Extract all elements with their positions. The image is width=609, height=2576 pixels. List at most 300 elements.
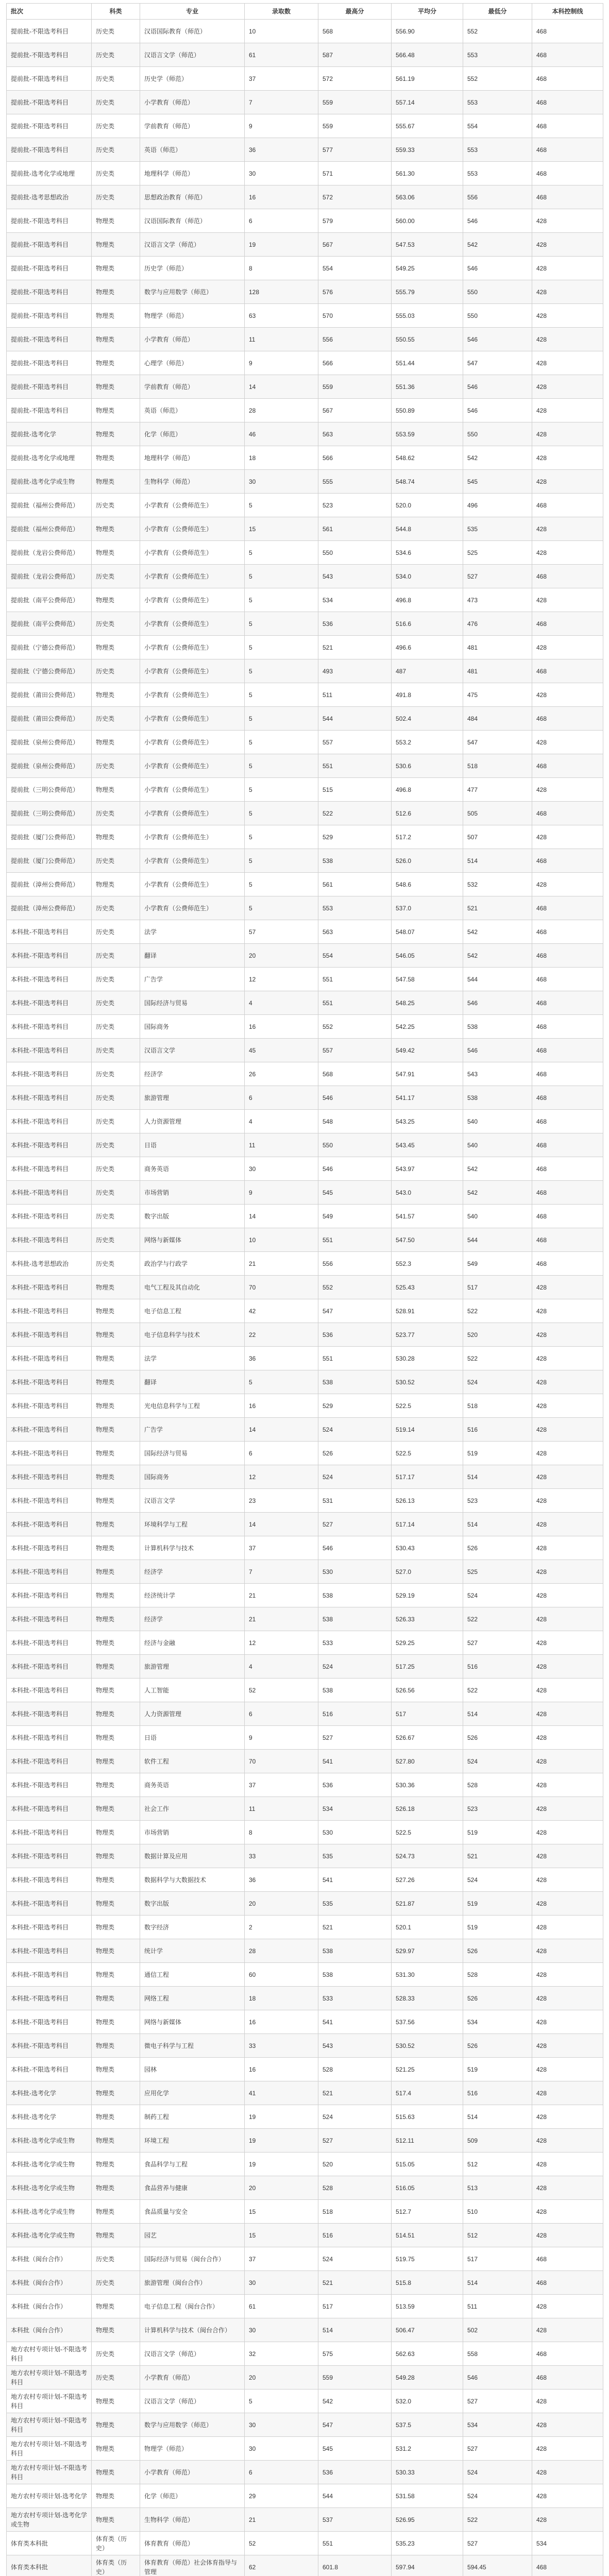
cell-max-score: 515	[318, 778, 392, 802]
cell-min-score: 507	[463, 825, 532, 849]
cell-max-score: 543	[318, 565, 392, 588]
table-row	[7, 1987, 603, 2010]
cell-subject-type: 历史类	[92, 896, 140, 920]
cell-avg-score: 531.2	[392, 2437, 463, 2461]
cell-min-score: 546	[463, 991, 532, 1015]
cell-avg-score: 529.19	[392, 1584, 463, 1607]
cell-max-score: 567	[318, 399, 392, 422]
cell-admitted-count: 20	[245, 2176, 318, 2200]
cell-avg-score: 534.0	[392, 565, 463, 588]
cell-avg-score: 526.95	[392, 2508, 463, 2532]
cell-subject-type: 历史类	[92, 802, 140, 825]
table-row	[7, 802, 603, 825]
cell-max-score: 530	[318, 1560, 392, 1584]
cell-control-line: 468	[532, 802, 603, 825]
cell-min-score: 542	[463, 920, 532, 944]
cell-subject-type: 物理类	[92, 1442, 140, 1465]
table-row	[7, 1821, 603, 1844]
table-row	[7, 683, 603, 707]
table-row	[7, 636, 603, 659]
cell-avg-score: 487	[392, 659, 463, 683]
cell-major: 数据计算及应用	[140, 1844, 245, 1868]
cell-batch: 本科批-不限选考科目	[7, 1750, 92, 1773]
cell-min-score: 512	[463, 2153, 532, 2176]
cell-major: 网络与新媒体	[140, 1228, 245, 1252]
cell-min-score: 526	[463, 1987, 532, 2010]
cell-min-score: 524	[463, 1370, 532, 1394]
table-row	[7, 731, 603, 754]
cell-max-score: 587	[318, 43, 392, 67]
cell-subject-type: 历史类	[92, 1181, 140, 1205]
cell-max-score: 544	[318, 707, 392, 731]
cell-admitted-count: 61	[245, 43, 318, 67]
cell-control-line: 468	[532, 896, 603, 920]
cell-avg-score: 562.63	[392, 2342, 463, 2366]
cell-admitted-count: 8	[245, 257, 318, 280]
cell-avg-score: 517.4	[392, 2081, 463, 2105]
cell-min-score: 496	[463, 494, 532, 517]
table-row	[7, 2034, 603, 2058]
cell-min-score: 522	[463, 1347, 532, 1370]
cell-control-line: 468	[532, 1228, 603, 1252]
cell-admitted-count: 30	[245, 2318, 318, 2342]
table-row	[7, 1631, 603, 1655]
cell-min-score: 558	[463, 2342, 532, 2366]
cell-admitted-count: 128	[245, 280, 318, 304]
cell-admitted-count: 19	[245, 2153, 318, 2176]
cell-min-score: 477	[463, 778, 532, 802]
cell-admitted-count: 9	[245, 1726, 318, 1750]
cell-batch: 提前批（南平公费师范）	[7, 588, 92, 612]
cell-max-score: 551	[318, 968, 392, 991]
cell-avg-score: 537.56	[392, 2010, 463, 2034]
cell-avg-score: 526.56	[392, 1679, 463, 1702]
cell-min-score: 546	[463, 209, 532, 233]
cell-min-score: 527	[463, 1631, 532, 1655]
cell-admitted-count: 5	[245, 541, 318, 565]
cell-batch: 本科批-不限选考科目	[7, 1465, 92, 1489]
cell-min-score: 542	[463, 233, 532, 257]
cell-max-score: 575	[318, 2342, 392, 2366]
cell-min-score: 542	[463, 1181, 532, 1205]
cell-avg-score: 530.36	[392, 1773, 463, 1797]
cell-avg-score: 512.11	[392, 2129, 463, 2153]
cell-min-score: 550	[463, 304, 532, 328]
table-row	[7, 778, 603, 802]
cell-admitted-count: 20	[245, 2366, 318, 2389]
cell-batch: 本科批-不限选考科目	[7, 1892, 92, 1916]
cell-max-score: 522	[318, 802, 392, 825]
table-row	[7, 2508, 603, 2532]
cell-min-score: 545	[463, 470, 532, 494]
cell-batch: 地方农村专项计划-选考化学	[7, 2484, 92, 2508]
cell-avg-score: 515.05	[392, 2153, 463, 2176]
cell-control-line: 428	[532, 1868, 603, 1892]
cell-subject-type: 物理类	[92, 1631, 140, 1655]
table-row	[7, 2532, 603, 2555]
cell-major: 经济学	[140, 1062, 245, 1086]
cell-admitted-count: 21	[245, 1607, 318, 1631]
cell-subject-type: 物理类	[92, 1584, 140, 1607]
cell-admitted-count: 21	[245, 1252, 318, 1276]
column-header-min-score: 最低分	[463, 4, 532, 20]
cell-major: 计算机科学与技术	[140, 1536, 245, 1560]
cell-subject-type: 历史类	[92, 1133, 140, 1157]
cell-batch: 本科批-不限选考科目	[7, 1916, 92, 1939]
cell-avg-score: 555.03	[392, 304, 463, 328]
cell-admitted-count: 16	[245, 185, 318, 209]
cell-max-score: 571	[318, 162, 392, 185]
cell-admitted-count: 30	[245, 470, 318, 494]
cell-max-score: 527	[318, 1513, 392, 1536]
cell-major: 经济与金融	[140, 1631, 245, 1655]
cell-avg-score: 525.43	[392, 1276, 463, 1299]
cell-major: 数据科学与大数据技术	[140, 1868, 245, 1892]
cell-avg-score: 559.33	[392, 138, 463, 162]
cell-max-score: 570	[318, 304, 392, 328]
cell-avg-score: 519.75	[392, 2247, 463, 2271]
cell-min-score: 475	[463, 683, 532, 707]
cell-subject-type: 物理类	[92, 541, 140, 565]
cell-control-line: 468	[532, 754, 603, 778]
cell-control-line: 428	[532, 328, 603, 351]
table-row	[7, 2366, 603, 2389]
cell-control-line: 428	[532, 1939, 603, 1963]
cell-batch: 本科批-不限选考科目	[7, 1868, 92, 1892]
table-row	[7, 1086, 603, 1110]
table-row	[7, 1442, 603, 1465]
cell-admitted-count: 7	[245, 91, 318, 114]
cell-avg-score: 543.25	[392, 1110, 463, 1133]
table-row	[7, 2484, 603, 2508]
cell-batch: 提前批-不限选考科目	[7, 280, 92, 304]
table-row	[7, 944, 603, 968]
cell-control-line: 428	[532, 446, 603, 470]
cell-max-score: 551	[318, 1228, 392, 1252]
cell-admitted-count: 28	[245, 399, 318, 422]
cell-admitted-count: 12	[245, 1631, 318, 1655]
cell-control-line: 428	[532, 2176, 603, 2200]
cell-batch: 本科批（闽台合作）	[7, 2318, 92, 2342]
cell-max-score: 538	[318, 1939, 392, 1963]
cell-subject-type: 历史类	[92, 91, 140, 114]
cell-batch: 提前批-不限选考科目	[7, 233, 92, 257]
cell-avg-score: 530.28	[392, 1347, 463, 1370]
cell-max-score: 546	[318, 1157, 392, 1181]
cell-major: 政治学与行政学	[140, 1252, 245, 1276]
cell-subject-type: 物理类	[92, 1299, 140, 1323]
cell-avg-score: 549.25	[392, 257, 463, 280]
table-row	[7, 1892, 603, 1916]
cell-admitted-count: 5	[245, 802, 318, 825]
cell-control-line: 428	[532, 2224, 603, 2247]
table-row	[7, 2413, 603, 2437]
cell-avg-score: 526.33	[392, 1607, 463, 1631]
cell-avg-score: 547.53	[392, 233, 463, 257]
cell-max-score: 538	[318, 1607, 392, 1631]
cell-subject-type: 物理类	[92, 2129, 140, 2153]
cell-major: 历史学（师范）	[140, 67, 245, 91]
table-row	[7, 1844, 603, 1868]
cell-max-score: 567	[318, 233, 392, 257]
cell-min-score: 544	[463, 968, 532, 991]
cell-avg-score: 527.80	[392, 1750, 463, 1773]
cell-min-score: 481	[463, 659, 532, 683]
cell-control-line: 428	[532, 1607, 603, 1631]
cell-batch: 提前批-选考化学或生物	[7, 470, 92, 494]
cell-max-score: 516	[318, 1702, 392, 1726]
column-header-avg-score: 平均分	[392, 4, 463, 20]
cell-max-score: 568	[318, 1062, 392, 1086]
cell-batch: 提前批-选考化学	[7, 422, 92, 446]
cell-subject-type: 物理类	[92, 1347, 140, 1370]
cell-subject-type: 物理类	[92, 1702, 140, 1726]
cell-max-score: 534	[318, 1797, 392, 1821]
cell-control-line: 468	[532, 1133, 603, 1157]
table-row	[7, 1299, 603, 1323]
cell-batch: 提前批-不限选考科目	[7, 114, 92, 138]
cell-max-score: 536	[318, 612, 392, 636]
cell-subject-type: 历史类	[92, 849, 140, 873]
cell-avg-score: 550.55	[392, 328, 463, 351]
cell-batch: 提前批-选考化学或地理	[7, 162, 92, 185]
cell-admitted-count: 19	[245, 233, 318, 257]
cell-control-line: 428	[532, 399, 603, 422]
cell-subject-type: 物理类	[92, 2224, 140, 2247]
cell-avg-score: 543.45	[392, 1133, 463, 1157]
cell-batch: 本科批（闽台合作）	[7, 2295, 92, 2318]
cell-admitted-count: 6	[245, 1442, 318, 1465]
cell-min-score: 540	[463, 1133, 532, 1157]
cell-subject-type: 物理类	[92, 1465, 140, 1489]
cell-subject-type: 历史类	[92, 138, 140, 162]
cell-major: 物理学（师范）	[140, 304, 245, 328]
cell-min-score: 534	[463, 2413, 532, 2437]
cell-min-score: 553	[463, 138, 532, 162]
cell-min-score: 535	[463, 517, 532, 541]
cell-major: 电子信息工程	[140, 1299, 245, 1323]
cell-avg-score: 549.28	[392, 2366, 463, 2389]
cell-admitted-count: 6	[245, 1702, 318, 1726]
cell-max-score: 537	[318, 2508, 392, 2532]
cell-subject-type: 历史类	[92, 659, 140, 683]
cell-avg-score: 549.42	[392, 1039, 463, 1062]
cell-avg-score: 512.7	[392, 2200, 463, 2224]
cell-subject-type: 物理类	[92, 1821, 140, 1844]
cell-batch: 本科批-不限选考科目	[7, 1844, 92, 1868]
cell-admitted-count: 63	[245, 304, 318, 328]
cell-avg-score: 555.79	[392, 280, 463, 304]
cell-batch: 提前批-不限选考科目	[7, 138, 92, 162]
cell-control-line: 468	[532, 991, 603, 1015]
cell-control-line: 428	[532, 2200, 603, 2224]
cell-max-score: 554	[318, 257, 392, 280]
cell-major: 翻译	[140, 944, 245, 968]
cell-max-score: 576	[318, 280, 392, 304]
table-row	[7, 2105, 603, 2129]
cell-major: 小学教育（公费师范生）	[140, 659, 245, 683]
cell-min-score: 514	[463, 849, 532, 873]
cell-admitted-count: 37	[245, 1536, 318, 1560]
cell-subject-type: 物理类	[92, 1418, 140, 1442]
cell-min-score: 527	[463, 2532, 532, 2555]
cell-max-score: 561	[318, 517, 392, 541]
table-row	[7, 1513, 603, 1536]
cell-avg-score: 530.52	[392, 2034, 463, 2058]
table-row	[7, 1157, 603, 1181]
cell-avg-score: 551.36	[392, 375, 463, 399]
cell-major: 小学教育（公费师范生）	[140, 588, 245, 612]
cell-subject-type: 历史类	[92, 2366, 140, 2389]
cell-subject-type: 物理类	[92, 233, 140, 257]
cell-avg-score: 548.6	[392, 873, 463, 896]
cell-avg-score: 537.0	[392, 896, 463, 920]
table-row	[7, 2129, 603, 2153]
cell-control-line: 428	[532, 1726, 603, 1750]
cell-min-score: 538	[463, 1086, 532, 1110]
cell-batch: 地方农村专项计划-不限选考科目	[7, 2437, 92, 2461]
cell-batch: 本科批-不限选考科目	[7, 1276, 92, 1299]
table-body	[7, 20, 603, 2576]
cell-major: 地理科学（师范）	[140, 162, 245, 185]
cell-major: 旅游管理	[140, 1655, 245, 1679]
cell-admitted-count: 5	[245, 754, 318, 778]
cell-max-score: 563	[318, 920, 392, 944]
cell-subject-type: 历史类	[92, 612, 140, 636]
cell-avg-score: 524.73	[392, 1844, 463, 1868]
cell-max-score: 541	[318, 1868, 392, 1892]
cell-avg-score: 547.58	[392, 968, 463, 991]
cell-major: 小学教育（公费师范生）	[140, 517, 245, 541]
cell-batch: 本科批-不限选考科目	[7, 1584, 92, 1607]
cell-major: 国际商务	[140, 1465, 245, 1489]
cell-avg-score: 516.6	[392, 612, 463, 636]
cell-min-score: 517	[463, 2247, 532, 2271]
cell-min-score: 505	[463, 802, 532, 825]
table-row	[7, 1607, 603, 1631]
cell-min-score: 523	[463, 1797, 532, 1821]
cell-major: 汉语国际教育（师范）	[140, 209, 245, 233]
cell-admitted-count: 18	[245, 446, 318, 470]
cell-admitted-count: 9	[245, 1181, 318, 1205]
cell-subject-type: 物理类	[92, 1892, 140, 1916]
cell-admitted-count: 5	[245, 778, 318, 802]
cell-admitted-count: 6	[245, 209, 318, 233]
cell-admitted-count: 11	[245, 1133, 318, 1157]
cell-batch: 提前批（泉州公费师范）	[7, 731, 92, 754]
cell-avg-score: 526.67	[392, 1726, 463, 1750]
table-row	[7, 1465, 603, 1489]
cell-control-line: 428	[532, 2010, 603, 2034]
cell-max-score: 527	[318, 1726, 392, 1750]
cell-min-score: 594.45	[463, 2555, 532, 2576]
cell-batch: 本科批-不限选考科目	[7, 2010, 92, 2034]
cell-control-line: 428	[532, 470, 603, 494]
table-row	[7, 1252, 603, 1276]
cell-control-line: 428	[532, 1821, 603, 1844]
cell-admitted-count: 33	[245, 1844, 318, 1868]
cell-batch: 本科批-不限选考科目	[7, 944, 92, 968]
cell-min-score: 514	[463, 1513, 532, 1536]
cell-admitted-count: 61	[245, 2295, 318, 2318]
cell-max-score: 517	[318, 2295, 392, 2318]
table-row	[7, 328, 603, 351]
cell-subject-type: 物理类	[92, 1987, 140, 2010]
cell-major: 小学教育（公费师范生）	[140, 636, 245, 659]
cell-max-score: 547	[318, 2413, 392, 2437]
cell-major: 数学与应用数学（师范）	[140, 2413, 245, 2437]
table-row	[7, 233, 603, 257]
cell-max-score: 552	[318, 1276, 392, 1299]
cell-admitted-count: 70	[245, 1750, 318, 1773]
cell-subject-type: 物理类	[92, 446, 140, 470]
cell-major: 食品科学与工程	[140, 2153, 245, 2176]
cell-control-line: 428	[532, 1750, 603, 1773]
cell-subject-type: 物理类	[92, 1394, 140, 1418]
table-row	[7, 707, 603, 731]
cell-admitted-count: 36	[245, 1347, 318, 1370]
cell-min-score: 519	[463, 1916, 532, 1939]
cell-major: 日语	[140, 1133, 245, 1157]
cell-batch: 本科批-不限选考科目	[7, 1536, 92, 1560]
cell-subject-type: 物理类	[92, 422, 140, 446]
cell-batch: 本科批-不限选考科目	[7, 1631, 92, 1655]
cell-subject-type: 物理类	[92, 2484, 140, 2508]
cell-control-line: 468	[532, 1086, 603, 1110]
cell-batch: 体育类本科批	[7, 2555, 92, 2576]
cell-max-score: 548	[318, 1110, 392, 1133]
cell-major: 汉语言文学（师范）	[140, 233, 245, 257]
cell-min-score: 528	[463, 1773, 532, 1797]
table-row	[7, 1228, 603, 1252]
cell-max-score: 521	[318, 636, 392, 659]
cell-avg-score: 512.6	[392, 802, 463, 825]
cell-subject-type: 物理类	[92, 2318, 140, 2342]
cell-max-score: 536	[318, 1323, 392, 1347]
cell-admitted-count: 14	[245, 375, 318, 399]
column-header-admitted-count: 录取数	[245, 4, 318, 20]
cell-admitted-count: 4	[245, 1110, 318, 1133]
cell-admitted-count: 37	[245, 67, 318, 91]
cell-batch: 本科批-不限选考科目	[7, 920, 92, 944]
admission-scores-page	[6, 3, 603, 2576]
cell-subject-type: 物理类	[92, 1750, 140, 1773]
cell-max-score: 531	[318, 1489, 392, 1513]
cell-subject-type: 历史类	[92, 162, 140, 185]
cell-min-score: 532	[463, 873, 532, 896]
cell-control-line: 428	[532, 778, 603, 802]
cell-avg-score: 556.90	[392, 20, 463, 43]
cell-avg-score: 563.06	[392, 185, 463, 209]
cell-control-line: 428	[532, 2461, 603, 2484]
cell-avg-score: 502.4	[392, 707, 463, 731]
table-row	[7, 1347, 603, 1370]
cell-subject-type: 物理类	[92, 2461, 140, 2484]
cell-subject-type: 物理类	[92, 1939, 140, 1963]
cell-admitted-count: 14	[245, 1513, 318, 1536]
cell-min-score: 510	[463, 2200, 532, 2224]
cell-admitted-count: 16	[245, 2058, 318, 2081]
cell-major: 通信工程	[140, 1963, 245, 1987]
cell-major: 思想政治教育（师范）	[140, 185, 245, 209]
cell-subject-type: 历史类	[92, 185, 140, 209]
table-row	[7, 1963, 603, 1987]
cell-batch: 地方农村专项计划-选考化学或生物	[7, 2508, 92, 2532]
cell-min-score: 517	[463, 1276, 532, 1299]
cell-min-score: 556	[463, 185, 532, 209]
cell-subject-type: 物理类	[92, 2105, 140, 2129]
cell-avg-score: 553.59	[392, 422, 463, 446]
